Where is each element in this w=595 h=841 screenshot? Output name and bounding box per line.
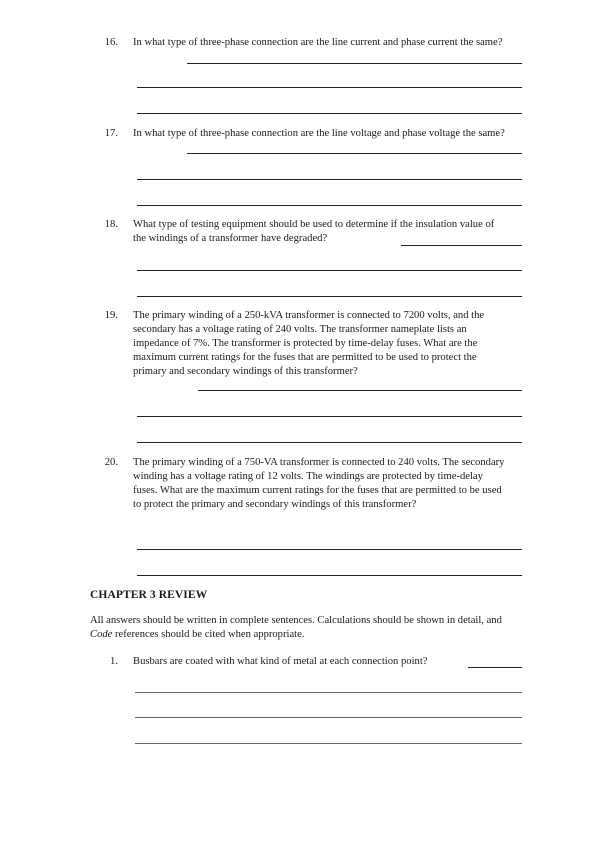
question-text: In what type of three-phase connection are the line voltage and phase voltage the same? xyxy=(133,128,505,139)
question-text: The primary winding of a 750-VA transformer is connected to 240 volts. The secondary winding has a voltage rating of 12 volts. The windings are protected by time-delay fuses. What are the maximum current ratings for the fuses that are permitted to be used to protect the primary and secondary windings of this transformer? xyxy=(133,457,505,510)
answer-line[interactable] xyxy=(137,442,522,443)
answer-line[interactable] xyxy=(198,390,522,391)
question-text: Busbars are coated with what kind of metal at each connection point? xyxy=(133,656,428,667)
question-number: 1. xyxy=(110,656,118,667)
chapter-intro xyxy=(90,614,520,642)
answer-line[interactable] xyxy=(468,667,522,668)
answer-line[interactable] xyxy=(187,153,522,154)
answer-line[interactable] xyxy=(401,245,522,246)
answer-line[interactable] xyxy=(137,87,522,88)
intro-text-end: references should be cited when appropriate. xyxy=(112,629,305,640)
answer-line[interactable] xyxy=(137,270,522,271)
chapter-heading: CHAPTER 3 REVIEW xyxy=(90,589,208,601)
question-number: 17. xyxy=(104,128,118,139)
intro-text: All answers should be written in complete sentences. Calculations should be shown in detail, and xyxy=(90,615,502,626)
answer-line[interactable] xyxy=(135,743,522,744)
question-text: What type of testing equipment should be used to determine if the insulation value of the windings of a transformer have degraded? xyxy=(133,219,495,244)
answer-line[interactable] xyxy=(135,692,522,693)
answer-line[interactable] xyxy=(187,63,522,64)
question-text: In what type of three-phase connection are the line current and phase current the same? xyxy=(133,37,503,48)
answer-line[interactable] xyxy=(135,717,522,718)
question-number: 19. xyxy=(104,310,118,321)
question-number: 20. xyxy=(104,457,118,468)
answer-line[interactable] xyxy=(137,549,522,550)
question-text: The primary winding of a 250-kVA transformer is connected to 7200 volts, and the secondary has a voltage rating of 240 volts. The transformer nameplate lists an impedance of 7%. The transformer is protected by time-delay fuses. What are the maximum current ratings for the fuses that are permitted to be used to protect the primary and secondary windings of this transformer? xyxy=(133,310,485,377)
answer-line[interactable] xyxy=(137,113,522,114)
code-italic: Code xyxy=(90,629,113,640)
question-number: 16. xyxy=(104,37,118,48)
answer-line[interactable] xyxy=(137,416,522,417)
answer-line[interactable] xyxy=(137,205,522,206)
answer-line[interactable] xyxy=(137,179,522,180)
answer-line[interactable] xyxy=(137,575,522,576)
answer-line[interactable] xyxy=(137,296,522,297)
question-number: 18. xyxy=(104,219,118,230)
